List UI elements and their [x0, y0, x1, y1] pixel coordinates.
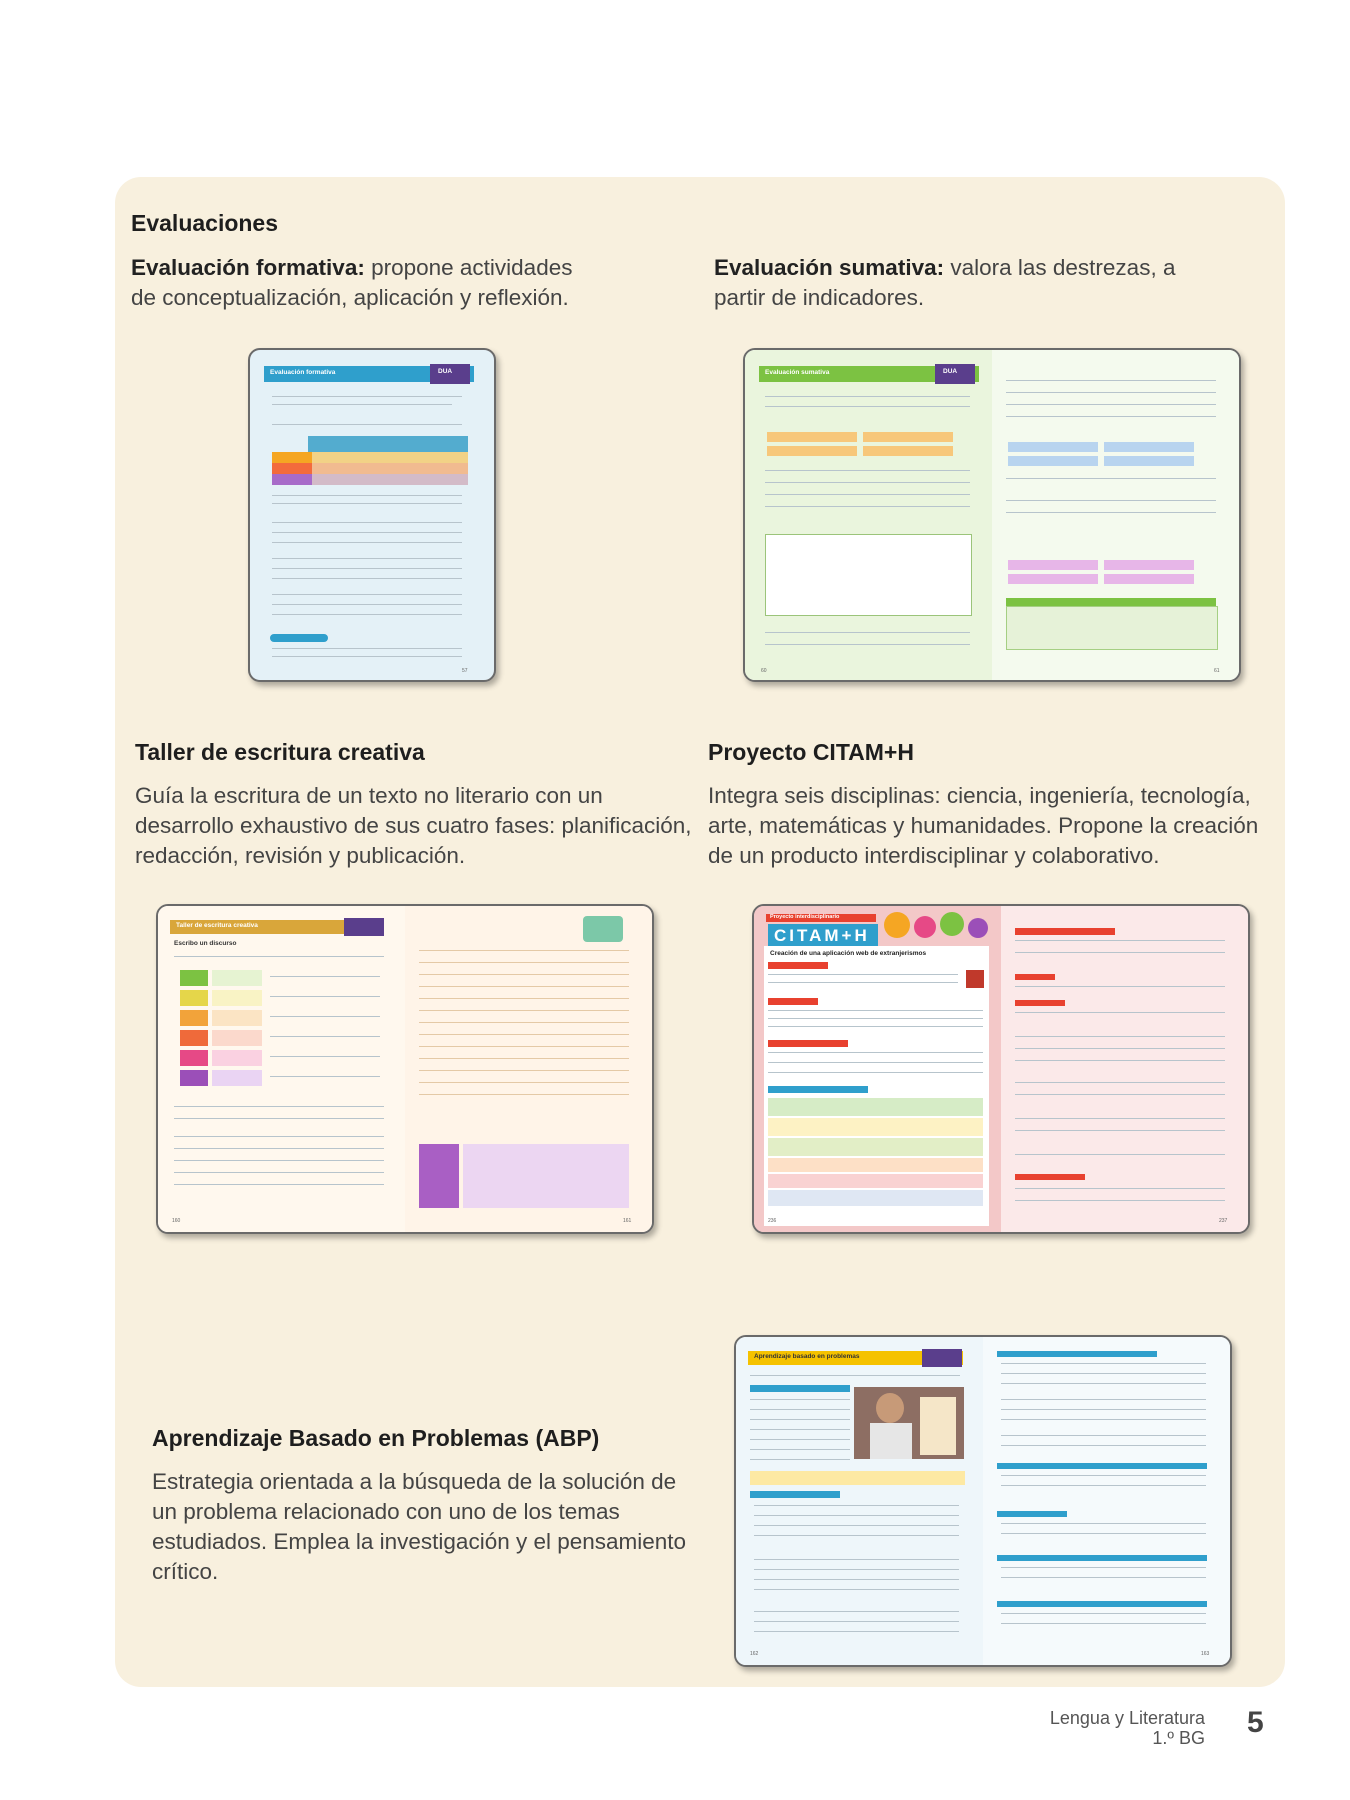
abp-thumb-page-right: 163 — [1201, 1651, 1210, 1657]
abp-thumb-page-left: 162 — [750, 1651, 759, 1657]
taller-thumbnail — [156, 904, 654, 1234]
formativa-thumb-tag: DUA — [438, 368, 453, 375]
abp-description: Estrategia orientada a la búsqueda de la solución de un problema relacionado con uno de los temas estudiados. Emplea la investigación y el pensamiento crítico. — [152, 1469, 687, 1584]
sumativa-thumb-header: Evaluación sumativa — [765, 369, 830, 376]
sumativa-thumb-tag: DUA — [943, 368, 958, 375]
taller-title: Taller de escritura creativa — [135, 739, 425, 765]
sumativa-thumbnail — [743, 348, 1241, 682]
footer-subject: Lengua y Literatura — [1049, 1708, 1205, 1728]
taller-thumb-header: Taller de escritura creativa — [176, 922, 258, 929]
taller-thumb-subheader: Escribo un discurso — [174, 940, 237, 947]
citam-thumb-subheader: Creación de una aplicación web de extranjerismos — [770, 950, 927, 957]
citam-thumb-page-left: 236 — [768, 1218, 777, 1224]
citam-thumb-page-right: 237 — [1219, 1218, 1228, 1224]
taller-description: Guía la escritura de un texto no literario con un desarrollo exhaustivo de sus cuatro fases: planificación, redacción, revisión y publicación. — [135, 783, 692, 868]
citam-description: Integra seis disciplinas: ciencia, ingeniería, tecnología, arte, matemáticas y humanidades. Propone la creación de un producto interdisciplinar y colaborativo. — [708, 783, 1259, 868]
footer-grade: 1.º BG — [1152, 1728, 1205, 1748]
sumativa-thumb-page-left: 60 — [761, 668, 767, 674]
formativa-description: Evaluación formativa: propone actividades de conceptualización, aplicación y reflexión. — [131, 255, 573, 310]
page-number: 5 — [1247, 1706, 1264, 1739]
sumativa-description: Evaluación sumativa: valora las destrezas, a partir de indicadores. — [714, 255, 1176, 310]
citam-thumb-logo: CITAM+H — [774, 926, 870, 945]
sumativa-thumb-page-right: 61 — [1214, 668, 1220, 674]
citam-title: Proyecto CITAM+H — [708, 739, 914, 765]
citam-thumb-header: Proyecto interdisciplinario — [770, 914, 840, 920]
abp-thumb-header: Aprendizaje basado en problemas — [754, 1353, 860, 1360]
formativa-thumb-header: Evaluación formativa — [270, 369, 336, 376]
abp-thumbnail — [734, 1335, 1232, 1667]
abp-title: Aprendizaje Basado en Problemas (ABP) — [152, 1425, 600, 1451]
evaluaciones-heading: Evaluaciones — [131, 210, 279, 236]
footer-brand — [1050, 1708, 1205, 1748]
taller-thumb-page-left: 160 — [172, 1218, 181, 1224]
formativa-thumb-page: 57 — [462, 668, 468, 674]
formativa-thumbnail — [248, 348, 496, 682]
citam-thumbnail — [752, 904, 1250, 1234]
taller-thumb-page-right: 161 — [623, 1218, 632, 1224]
